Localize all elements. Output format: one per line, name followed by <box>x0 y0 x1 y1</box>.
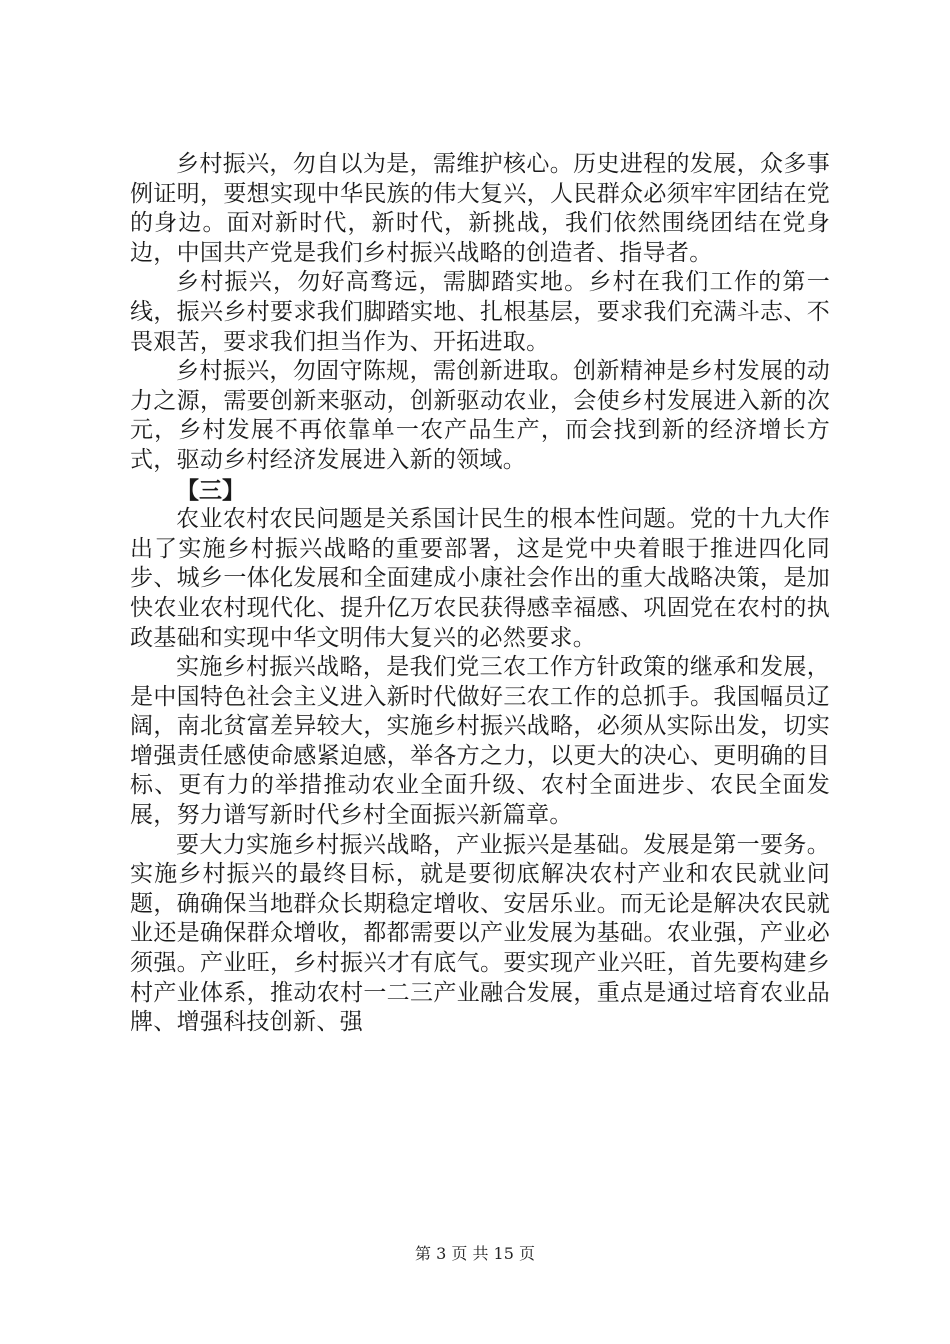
page-number: 第 3 页 共 15 页 <box>415 1244 535 1263</box>
document-body <box>130 150 830 1038</box>
body-paragraph: 乡村振兴，勿自以为是，需维护核心。历史进程的发展，众多事例证明，要想实现中华民族的伟大复兴，人民群众必须牢牢团结在党的身边。面对新时代，新时代，新挑战，我们依然围绕团结在党身边，中国共产党是我们乡村振兴战略的创造者、指导者。 <box>130 151 830 266</box>
body-paragraph: 农业农村农民问题是关系国计民生的根本性问题。党的十九大作出了实施乡村振兴战略的重要部署，这是党中央着眼于推进四化同步、城乡一体化发展和全面建成小康社会作出的重大战略决策，是加快农业农村现代化、提升亿万农民获得感幸福感、巩固党在农村的执政基础和实现中华文明伟大复兴的必然要求。 <box>130 506 830 651</box>
body-paragraph: 乡村振兴，勿好高骛远，需脚踏实地。乡村在我们工作的第一线，振兴乡村要求我们脚踏实地、扎根基层，要求我们充满斗志、不畏艰苦，要求我们担当作为、开拓进取。 <box>130 269 830 355</box>
page-footer <box>0 1244 950 1264</box>
body-paragraph: 要大力实施乡村振兴战略，产业振兴是基础。发展是第一要务。实施乡村振兴的最终目标，就是要彻底解决农村产业和农民就业问题，确确保当地群众长期稳定增收、安居乐业。而无论是解决农民就业还是确保群众增收，都都需要以产业发展为基础。农业强，产业必须强。产业旺，乡村振兴才有底气。要实现产业兴旺，首先要构建乡村产业体系，推动农村一二三产业融合发展，重点是通过培育农业品牌、增强科技创新、强 <box>130 831 830 1036</box>
body-paragraph: 乡村振兴，勿固守陈规，需创新进取。创新精神是乡村发展的动力之源，需要创新来驱动，创新驱动农业，会使乡村发展进入新的次元，乡村发展不再依靠单一农产品生产，而会找到新的经济增长方式，驱动乡村经济发展进入新的领域。 <box>130 358 830 473</box>
section-heading: 【三】 <box>176 476 245 504</box>
body-paragraph: 实施乡村振兴战略，是我们党三农工作方针政策的继承和发展，是中国特色社会主义进入新时代做好三农工作的总抓手。我国幅员辽阔，南北贫富差异较大，实施乡村振兴战略，必须从实际出发，切实增强责任感使命感紧迫感，举各方之力，以更大的决心、更明确的目标、更有力的举措推动农业全面升级、农村全面进步、农民全面发展，努力谱写新时代乡村全面振兴新篇章。 <box>130 654 830 829</box>
